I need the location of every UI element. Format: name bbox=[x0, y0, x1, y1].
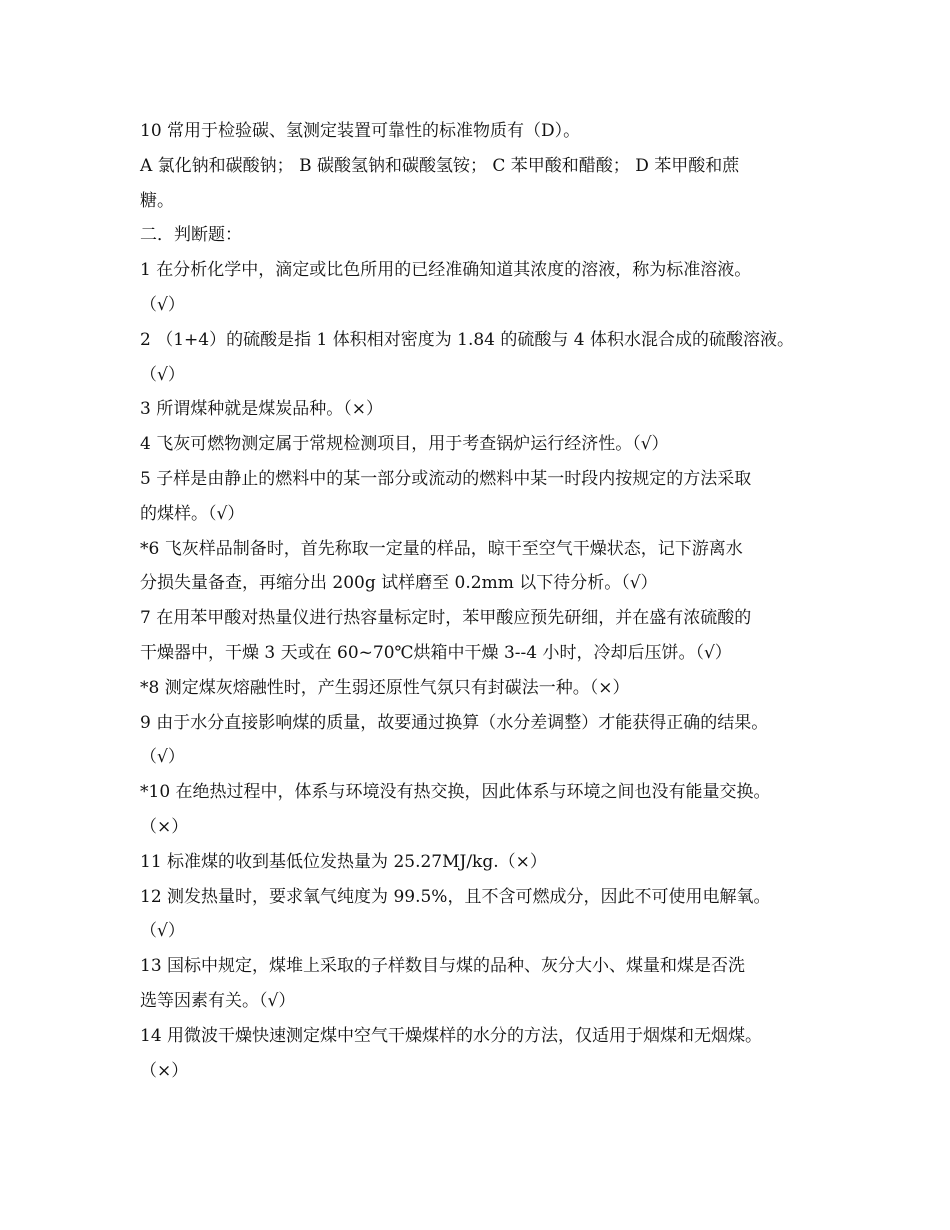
text-line: 2 （1+4）的硫酸是指 1 体积相对密度为 1.84 的硫酸与 4 体积水混合成的硫酸溶液。 bbox=[140, 329, 795, 350]
section-heading: 二．判断题： bbox=[140, 225, 242, 246]
text-line: （√） bbox=[140, 364, 185, 385]
text-line: 分损失量备查，再缩分出 200g 试样磨至 0.2mm 以下待分析。（√） bbox=[140, 573, 658, 594]
document-body bbox=[140, 114, 820, 1088]
text-line: 的煤样。（√） bbox=[140, 503, 245, 524]
text-line: 11 标准煤的收到基低位发热量为 25.27MJ/kg.（×） bbox=[140, 851, 547, 872]
text-line: （√） bbox=[140, 747, 185, 768]
text-line: 12 测发热量时，要求氧气纯度为 99.5%，且不含可燃成分，因此不可使用电解氧。 bbox=[140, 886, 771, 907]
text-line: （√） bbox=[140, 294, 185, 315]
text-line: 1 在分析化学中，滴定或比色所用的已经准确知道其浓度的溶液，称为标准溶液。 bbox=[140, 260, 752, 281]
text-line: （√） bbox=[140, 921, 185, 942]
text-line: *10 在绝热过程中，体系与环境没有热交换，因此体系与环境之间也没有能量交换。 bbox=[140, 782, 771, 803]
text-line: 10 常用于检验碳、氢测定装置可靠性的标准物质有（D）。 bbox=[140, 121, 581, 141]
text-line: 13 国标中规定，煤堆上采取的子样数目与煤的品种、灰分大小、煤量和煤是否洗 bbox=[140, 956, 746, 977]
text-line: 5 子样是由静止的燃料中的某一部分或流动的燃料中某一时段内按规定的方法采取 bbox=[140, 468, 752, 489]
text-line: *8 测定煤灰熔融性时，产生弱还原性气氛只有封碳法一种。（×） bbox=[140, 677, 630, 698]
text-line: 14 用微波干燥快速测定煤中空气干燥煤样的水分的方法，仅适用于烟煤和无烟煤。 bbox=[140, 1025, 763, 1046]
text-line: 干燥器中，干燥 3 天或在 60~70℃烘箱中干燥 3--4 小时，冷却后压饼。（√） bbox=[140, 642, 732, 663]
text-line: *6 飞灰样品制备时，首先称取一定量的样品，晾干至空气干燥状态，记下游离水 bbox=[140, 538, 743, 559]
text-line: （×） bbox=[140, 816, 189, 837]
text-line: （×） bbox=[140, 1060, 189, 1081]
text-line: 4 飞灰可燃物测定属于常规检测项目，用于考查锅炉运行经济性。（√） bbox=[140, 434, 669, 455]
text-line: 3 所谓煤种就是煤炭品种。（×） bbox=[140, 399, 383, 420]
text-line: 选等因素有关。（√） bbox=[140, 990, 296, 1011]
text-line: A 氯化钠和碳酸钠； B 碳酸氢钠和碳酸氢铵； C 苯甲酸和醋酸； D 苯甲酸和蔗 bbox=[140, 155, 740, 176]
text-line: 糖。 bbox=[140, 190, 174, 211]
text-line: 7 在用苯甲酸对热量仪进行热容量标定时，苯甲酸应预先研细，并在盛有浓硫酸的 bbox=[140, 608, 752, 629]
text-line: 9 由于水分直接影响煤的质量，故要通过换算（水分差调整）才能获得正确的结果。 bbox=[140, 712, 769, 733]
